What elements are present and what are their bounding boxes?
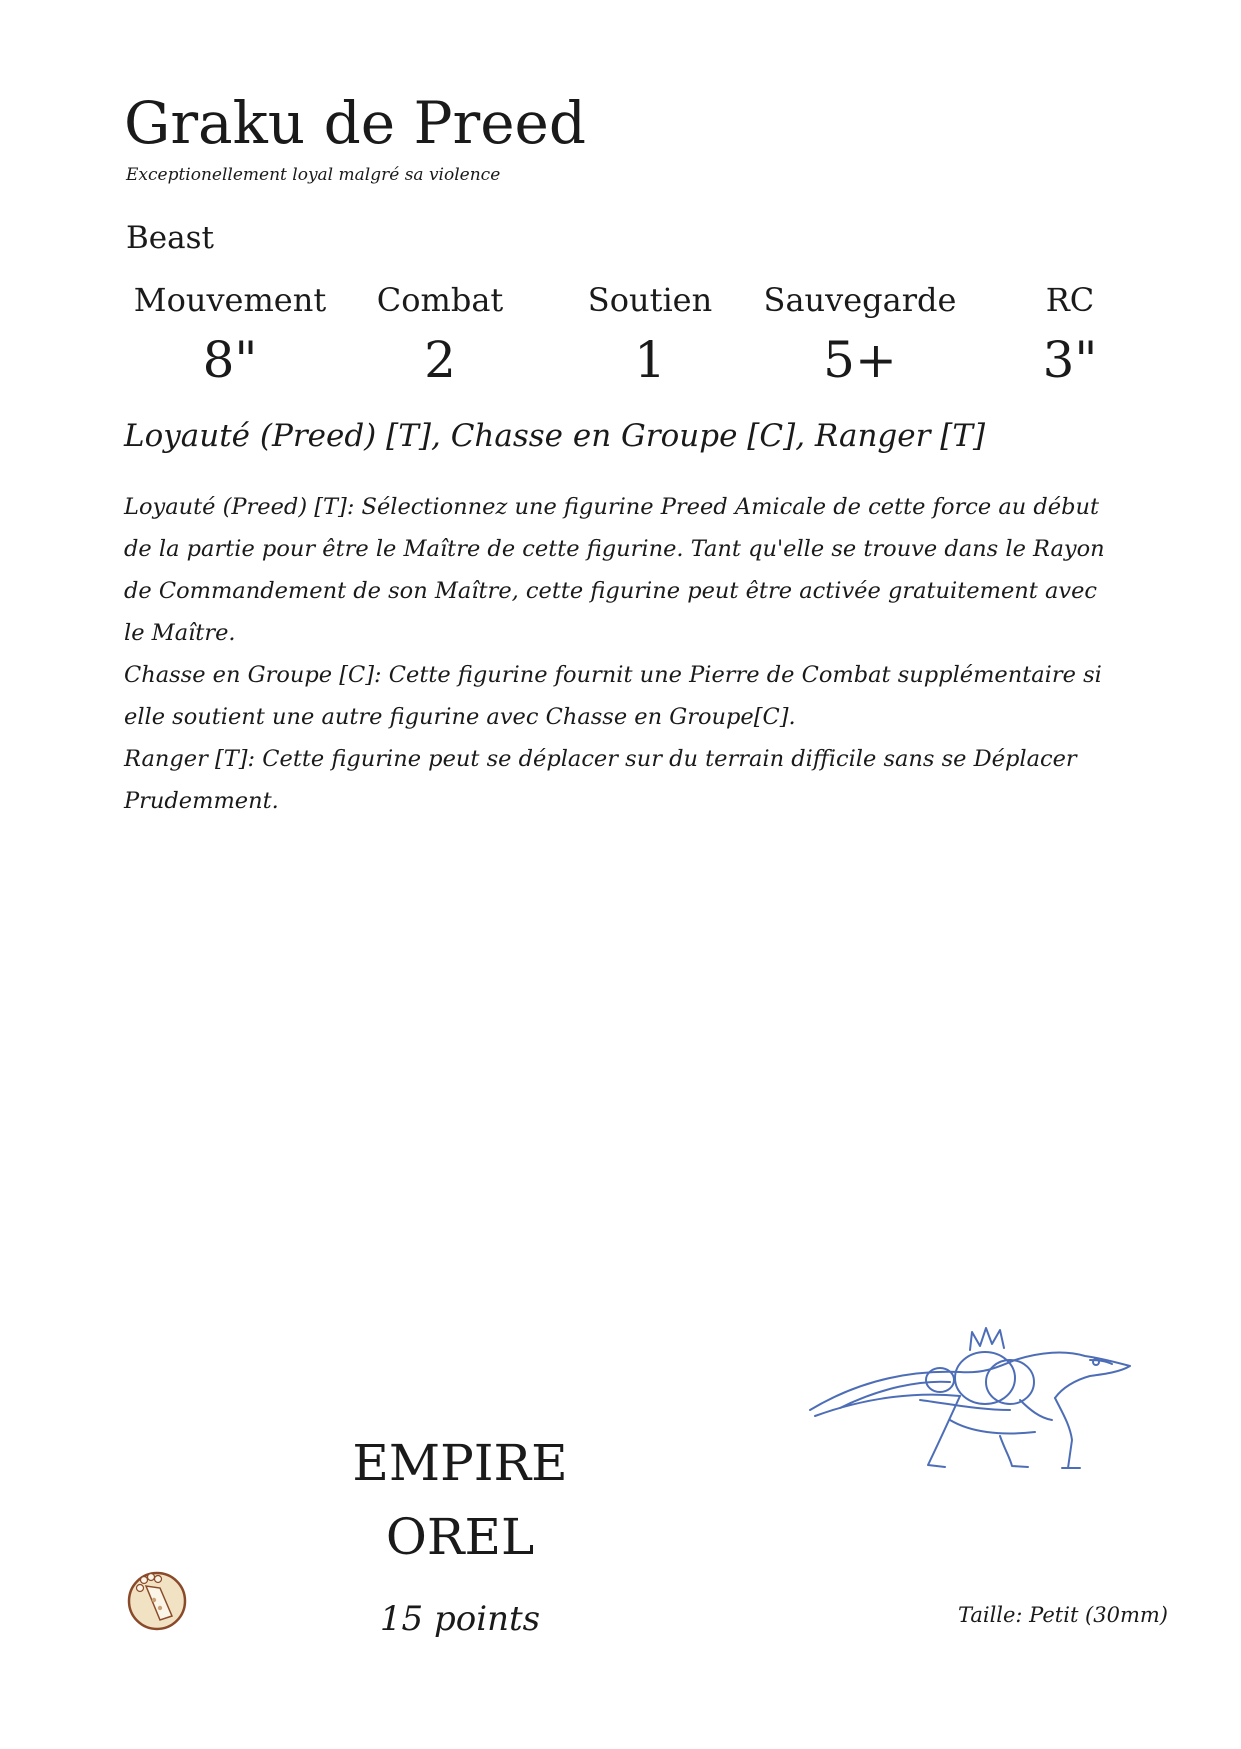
faction-name xyxy=(300,1426,620,1574)
ability-ranger: Ranger [T]: Cette figurine peut se déplacer sur du terrain difficile sans se Déplacer Prudemment. xyxy=(124,746,1077,814)
stat-value: 2 xyxy=(424,331,456,389)
model-size: Taille: Petit (30mm) xyxy=(957,1603,1168,1627)
stat-label: Soutien xyxy=(587,281,713,319)
card-type: Beast xyxy=(126,220,214,256)
faction-line-2: OREL xyxy=(385,1508,535,1566)
ability-chasse: Chasse en Groupe [C]: Cette figurine fournit une Pierre de Combat supplémentaire si elle soutient une autre figurine avec Chasse en Groupe[C]. xyxy=(124,662,1102,730)
abilities-text xyxy=(124,486,1124,822)
stat-label: Sauvegarde xyxy=(763,281,957,319)
stat-label: Mouvement xyxy=(133,281,327,319)
ability-loyaute: Loyauté (Preed) [T]: Sélectionnez une figurine Preed Amicale de cette force au début de la partie pour être le Maître de cette figurine. Tant qu'elle se trouve dans le Rayon de Commandement de son Maître, cette figurine peut être activée gratuitement avec le Maître. xyxy=(124,494,1105,646)
stat-value: 3" xyxy=(1042,331,1098,389)
stat-label: RC xyxy=(1045,281,1095,319)
stat-sauvegarde xyxy=(745,280,975,390)
stat-value: 8" xyxy=(202,331,258,389)
stat-combat xyxy=(325,280,555,390)
beast-sketch-icon xyxy=(800,1300,1160,1480)
card-subtitle: Exceptionellement loyal malgré sa violence xyxy=(126,165,501,185)
hand-token-icon xyxy=(124,1566,190,1632)
faction-line-1: EMPIRE xyxy=(352,1434,568,1492)
stat-rc xyxy=(955,280,1185,390)
stat-mouvement xyxy=(115,280,345,390)
card-title: Graku de Preed xyxy=(124,89,586,157)
traits-line: Loyauté (Preed) [T], Chasse en Groupe [C], Ranger [T] xyxy=(124,418,986,454)
points-cost: 15 points xyxy=(379,1599,541,1639)
stat-value: 1 xyxy=(634,331,666,389)
stat-label: Combat xyxy=(376,281,504,319)
stat-soutien xyxy=(535,280,765,390)
stat-value: 5+ xyxy=(823,331,897,389)
